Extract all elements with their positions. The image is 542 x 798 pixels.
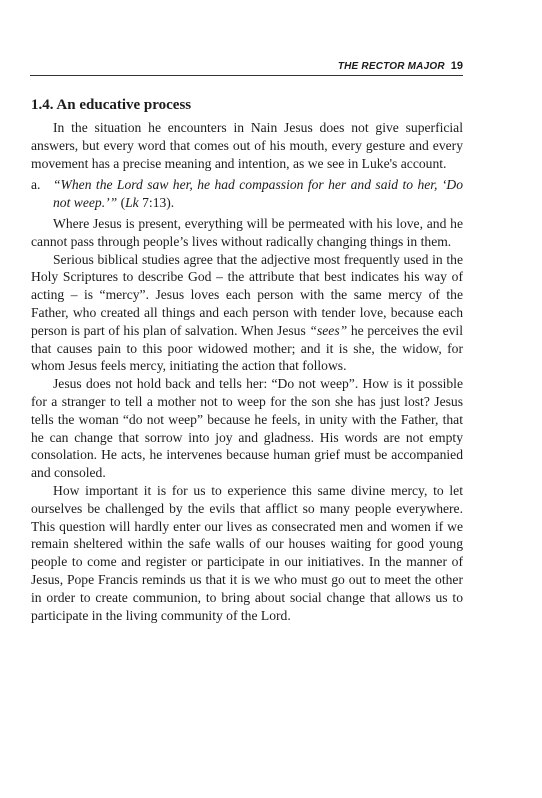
paragraph-3-start: When Jesus: [240, 322, 310, 338]
body-paragraph-5: How important it is for us to experience this same divine mercy, to let ourselves be challenged by the evils that afflict so many people everywhere. This question will hardly enter our lives as consecrated men and women if we remain sheltered within the safe walls of our houses waiting for good young people to come and register or participate in our initiatives. In the manner of Jesus, Pope Francis reminds us that it is we who must go out to meet the other in order to create communion, to bring about social change that allows us to participate in the living community of the Lord.: [31, 482, 463, 623]
emphasis-sees: “sees”: [309, 322, 348, 338]
reference-open: (: [117, 195, 126, 211]
list-marker: a.: [31, 177, 41, 193]
running-header: [30, 60, 463, 73]
reference-verse: 7:13).: [138, 195, 175, 211]
intro-paragraph: In the situation he encounters in Nain Jesus does not give superficial answers, but every word that comes out of his mouth, every gesture and every movement has a precise meaning and intention, as we see in Luke's account.: [31, 120, 463, 171]
page-number: 19: [450, 60, 463, 72]
running-title: THE RECTOR MAJOR: [337, 61, 445, 72]
section-heading: 1.4. An educative process: [31, 97, 192, 113]
reference-book: Lk: [125, 195, 139, 211]
paragraph-3-end: he perceives the evil that causes pain to this poor widowed mother; and it is she, the widow, for whom Jesus feels mercy, initiating the action that follows.: [31, 322, 463, 374]
page-body: [31, 95, 463, 624]
list-item-a: [31, 176, 463, 212]
body-paragraph-2: [31, 251, 463, 376]
header-rule: [30, 75, 463, 76]
body-paragraph-4: Jesus does not hold back and tells her: “Do not weep”. How is it possible for a stranger to tell a mother not to weep for the son she has just lost? Jesus tells the woman “do not weep” because he feels, in unity with the Father, that he can change that sorrow into joy and gladness. His words are not empty consolation. He acts, he intervenes because human grief must be accompanied and consoled.: [31, 376, 463, 481]
body-paragraph-1: Where Jesus is present, everything will be permeated with his love, and he cannot pass through people’s lives without radically changing things in them.: [31, 215, 463, 249]
paragraph-2-text: Serious biblical studies agree that the adjective most frequently used in the Holy Scriptures to describe God – the attribute that best indicates his way of acting – is “mercy”. Jesus loves each person with the same mercy of the Father, who created all things and each person with tender love, because each person is part of his plan of salvation.: [31, 251, 463, 338]
scripture-quote: “When the Lord saw her, he had compassion for her and said to her, ‘Do not weep.’”: [53, 177, 463, 211]
